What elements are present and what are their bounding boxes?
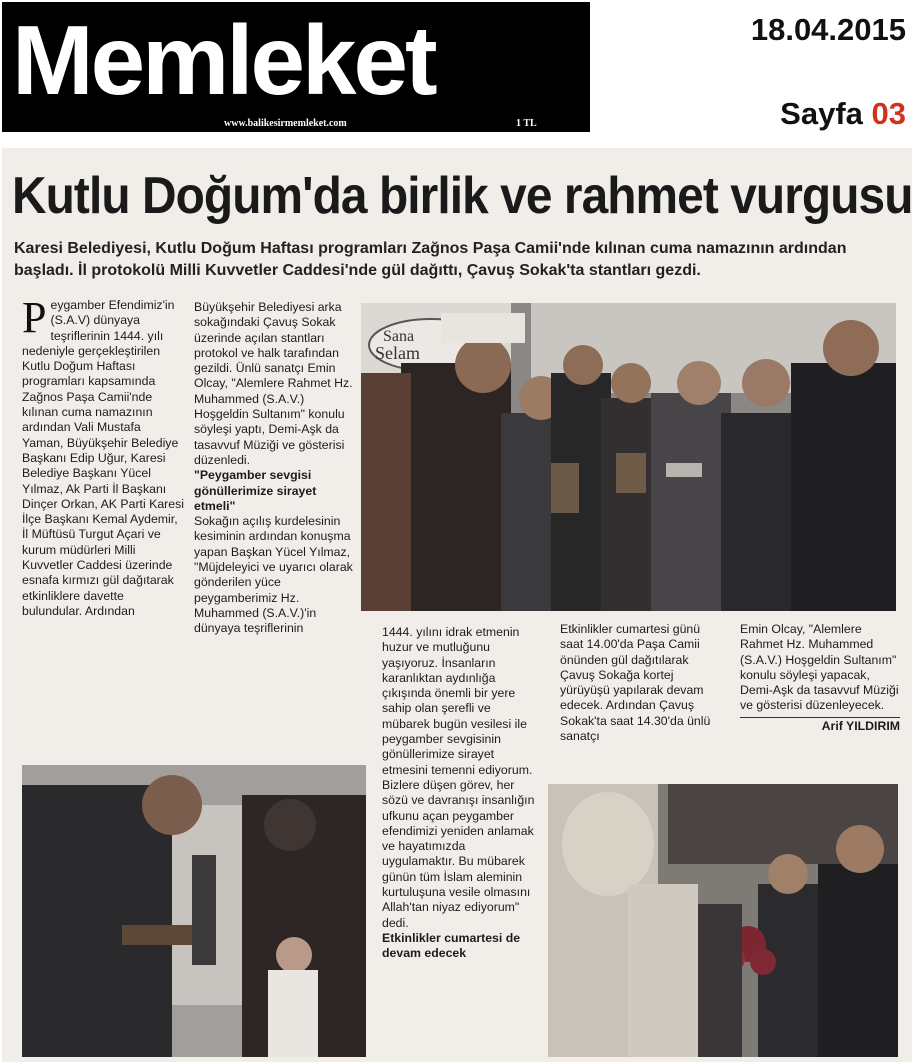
column-2-subheading: "Peygamber sevgisi gönüllerimize sirayet etmeli": [194, 468, 317, 513]
photo-protocol-group-image: [361, 303, 896, 611]
issue-date: 18.04.2015: [750, 12, 906, 47]
column-3-subheading: Etkinlikler cumartesi de devam edecek: [382, 930, 521, 961]
photo-protocol-group: [361, 303, 896, 611]
article-lead: Karesi Belediyesi, Kutlu Doğum Haftası programları Zağnos Paşa Camii'nde kılınan cuma namazının ardından başladı. İl protokolü Milli Kuvvetler Caddesi'nde gül dağıttı, Çavuş Sokak'ta stantları gezdi.: [14, 240, 847, 279]
page-number-value: 03: [871, 96, 906, 131]
newspaper-logo: Memleket: [12, 5, 435, 115]
photo-rose-to-child: [22, 765, 366, 1057]
column-2-body: Büyükşehir Belediyesi arka sokağındaki Çavuş Sokak üzerinde açılan stantları protokol ve halk tarafından gezildi. Ünlü sanatçı Emin Olcay, "Alemlere Rahmet Hz. Muhammed (S.A.V.) Hoşgeldin Sultanım" konulu söyleşi yaptı, Demi-Aşk da tasavvuf Müziği ve gösterisi düzenledi.: [194, 300, 353, 467]
photo-rose-to-child-image: [22, 765, 366, 1057]
column-2-body-continued: Sokağın açılış kurdelesinin kesiminin ardından konuşma yapan Başkan Yücel Yılmaz, "Müjdeleyici ve uyarıcı olarak gönderilen yüce peygamberimiz Hz. Muhammed (S.A.V.)'in dünyaya teşriflerinin: [194, 514, 353, 636]
author-byline: Arif YILDIRIM: [740, 717, 900, 734]
page-number: [780, 96, 906, 132]
photo-rose-handout-image: [548, 784, 898, 1057]
text-column-5: [740, 622, 900, 734]
article-headline: Kutlu Doğum'da birlik ve rahmet vurgusu: [12, 167, 913, 225]
text-column-1: [22, 293, 184, 619]
column-4-body: Etkinlikler cumartesi günü saat 14.00'da Paşa Camii önünden gül dağıtılarak Çavuş Sokağa kortej yürüyüşü yapılarak devam edecek. Ardından Çavuş Sokak'ta saat 14.30'da ünlü sanatçı: [560, 622, 711, 744]
text-column-3: [382, 625, 540, 962]
column-3-body: 1444. yılını idrak etmenin huzur ve mutluğunu yaşıyoruz. İnsanların karanlıktan aydınlığa çıkışında önemli bir yere sahip olan şerefli ve mübarek bugün vesilesi ile peygamber sevgisinin gönüllerimize sirayet etmesini temenni ediyorum. Bizlere düşen görev, her sözü ve davranışı insanlığın ufkunu açan peygamber efendimizi yeniden anlamak ve hayatımızda uygulamaktır. Bu mübarek günün tüm İslam aleminin kurtuluşuna vesile olmasını Allah'tan niyaz ediyorum" dedi.: [382, 625, 535, 930]
banner-text-bottom: Selam: [375, 343, 420, 363]
banner-text-top: Sana: [383, 328, 415, 345]
column-5-body: Emin Olcay, "Alemlere Rahmet Hz. Muhammed (S.A.V.) Hoşgeldin Sultanım" konulu söyleşi yapacak, Demi-Aşk da tasavvuf Müziği ve gösterisi düzenleyecek.: [740, 622, 899, 713]
column-1-body: eygamber Efendimiz'in (S.A.V) dünyaya teşriflerinin 1444. yılı nedeniyle gerçekleştirilen Kutlu Doğum Haftası programları kapsamında Zağnos Paşa Camii'nde kılınan cuma namazının ardından Vali Mustafa Yaman, Büyükşehir Belediye Başkanı Edip Uğur, Karesi Belediye Başkanı Yücel Yılmaz, Ak Parti İl Başkanı Dinçer Orkan, AK Parti Karesi İlçe Başkanı Kemal Aydemir, İl Müftüsü Turgut Açari ve kurum müdürleri Milli Kuvvetler Caddesi üzerinde esnafa kırmızı gül dağıtarak etkinliklere davette bulundular. Ardından: [22, 298, 184, 618]
text-column-4: [560, 622, 720, 744]
photo-rose-handout: [548, 784, 898, 1057]
masthead: [2, 2, 590, 132]
page-label-text: Sayfa: [780, 96, 863, 131]
text-column-2: [194, 300, 354, 637]
drop-cap: P: [22, 293, 47, 342]
price-label: 1 TL: [516, 118, 537, 129]
website-url: www.balikesirmemleket.com: [224, 118, 347, 129]
